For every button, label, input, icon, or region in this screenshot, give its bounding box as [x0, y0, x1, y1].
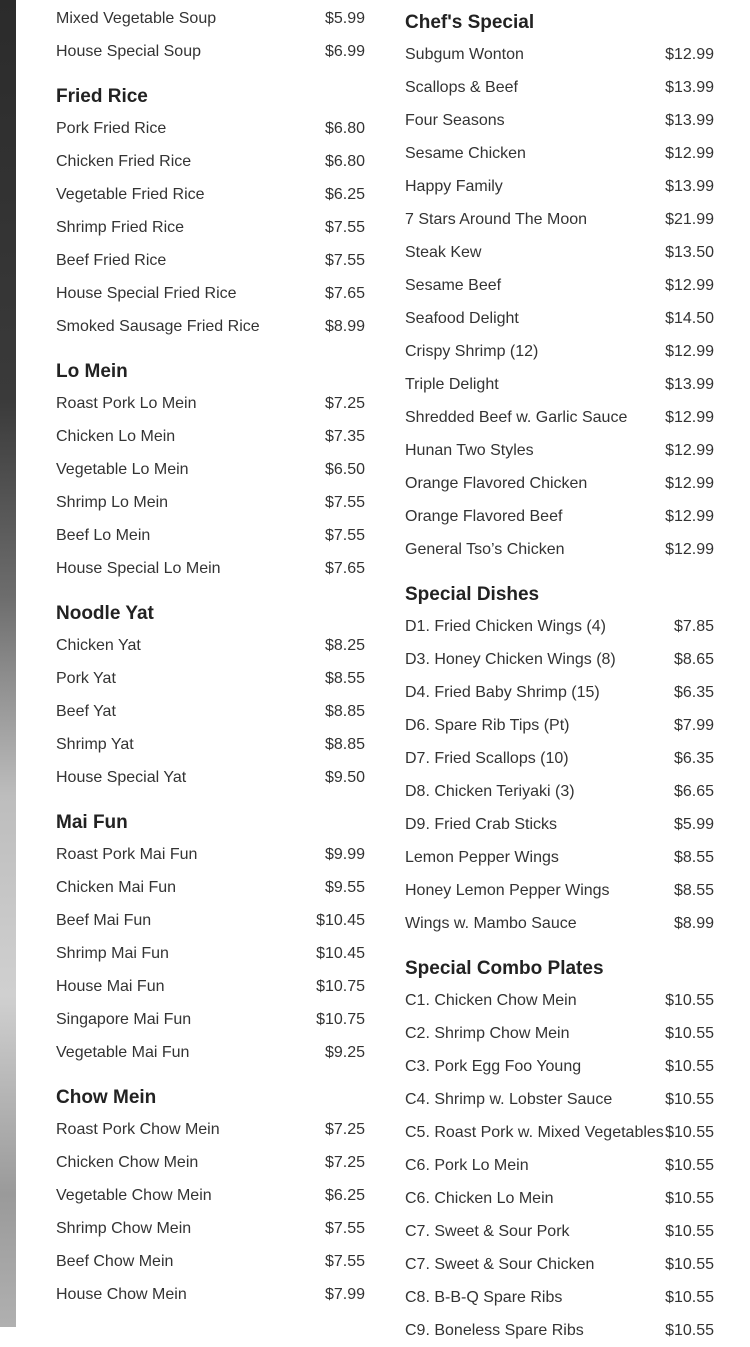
menu-item	[405, 434, 714, 467]
menu-item-price: $10.75	[316, 978, 365, 995]
menu-item-name: House Chow Mein	[56, 1286, 187, 1303]
menu-item-name: Lemon Pepper Wings	[405, 849, 559, 866]
menu-item	[56, 1179, 365, 1212]
menu-section-chef-s-special	[405, 8, 714, 566]
menu-item-price: $12.99	[665, 343, 714, 360]
menu-item-name: C7. Sweet & Sour Pork	[405, 1223, 570, 1240]
menu-item-price: $7.99	[673, 717, 714, 734]
menu-item-price: $8.85	[324, 736, 365, 753]
menu-item	[56, 695, 365, 728]
menu-item	[405, 236, 714, 269]
menu-item-name: Scallops & Beef	[405, 79, 518, 96]
menu-item-name: C6. Pork Lo Mein	[405, 1157, 529, 1174]
menu-item	[56, 277, 365, 310]
menu-item	[405, 203, 714, 236]
menu-item-name: Happy Family	[405, 178, 503, 195]
menu-item	[405, 71, 714, 104]
menu-item-name: C1. Chicken Chow Mein	[405, 992, 577, 1009]
menu-section-special-combo-plates	[405, 954, 714, 1347]
menu-item	[405, 467, 714, 500]
menu-item-name: Shrimp Fried Rice	[56, 219, 185, 236]
menu-item-name: Orange Flavored Beef	[405, 508, 563, 525]
menu-item-name: Singapore Mai Fun	[56, 1011, 192, 1028]
menu-item-price: $7.35	[324, 428, 365, 445]
section-title: Special Dishes	[405, 584, 540, 605]
menu-item-price: $10.55	[665, 1025, 714, 1042]
menu-item-price: $7.55	[324, 219, 365, 236]
menu-item-price: $12.99	[665, 46, 714, 63]
menu-item-name: Hunan Two Styles	[405, 442, 534, 459]
menu-item	[56, 486, 365, 519]
menu-item-price: $10.55	[665, 1322, 714, 1339]
menu-item-price: $10.55	[665, 1289, 714, 1306]
menu-item-price: $7.25	[324, 1121, 365, 1138]
menu-item-price: $8.99	[324, 318, 365, 335]
menu-item-name: Subgum Wonton	[405, 46, 524, 63]
menu-item	[405, 1116, 714, 1149]
menu-item-name: C7. Sweet & Sour Chicken	[405, 1256, 595, 1273]
menu-item	[405, 676, 714, 709]
menu-item	[405, 104, 714, 137]
menu-section-lo-mein	[56, 357, 365, 585]
menu-item	[405, 500, 714, 533]
menu-item-price: $10.75	[316, 1011, 365, 1028]
menu-item-name: Vegetable Fried Rice	[56, 186, 205, 203]
menu-item-name: Vegetable Mai Fun	[56, 1044, 190, 1061]
menu-item	[56, 519, 365, 552]
menu-item-price: $9.99	[324, 846, 365, 863]
menu-item	[405, 269, 714, 302]
menu-item-name: C9. Boneless Spare Ribs	[405, 1322, 584, 1339]
menu-item	[56, 662, 365, 695]
menu-item-name: Roast Pork Lo Mein	[56, 395, 197, 412]
menu-item-price: $8.55	[324, 670, 365, 687]
menu-item-name: D3. Honey Chicken Wings (8)	[405, 651, 616, 668]
menu-item-price: $8.85	[324, 703, 365, 720]
menu-item-name: Mixed Vegetable Soup	[56, 10, 217, 27]
menu-item	[405, 1215, 714, 1248]
menu-item	[56, 2, 365, 35]
menu-item-price: $13.99	[665, 376, 714, 393]
menu-item-name: D6. Spare Rib Tips (Pt)	[405, 717, 570, 734]
section-title: Fried Rice	[56, 86, 148, 107]
menu-item	[405, 808, 714, 841]
menu-item-name: D7. Fried Scallops (10)	[405, 750, 569, 767]
menu-item-name: Shrimp Mai Fun	[56, 945, 169, 962]
menu-item-name: Roast Pork Chow Mein	[56, 1121, 220, 1138]
menu-item	[56, 1278, 365, 1311]
menu-item	[56, 838, 365, 871]
menu-item	[56, 420, 365, 453]
menu-item-price: $10.55	[665, 992, 714, 1009]
menu-item-price: $6.25	[324, 186, 365, 203]
menu-item-price: $7.65	[324, 560, 365, 577]
menu-item	[56, 552, 365, 585]
menu-item	[405, 1083, 714, 1116]
section-title: Mai Fun	[56, 812, 128, 833]
menu-item-name: C8. B-B-Q Spare Ribs	[405, 1289, 563, 1306]
menu-item-price: $10.55	[665, 1091, 714, 1108]
menu-item-price: $7.55	[324, 1220, 365, 1237]
menu-item-price: $9.50	[324, 769, 365, 786]
menu-item	[405, 533, 714, 566]
menu-item-name: C5. Roast Pork w. Mixed Vegetables	[405, 1124, 664, 1141]
menu-item-name: C6. Chicken Lo Mein	[405, 1190, 554, 1207]
menu-item-name: 7 Stars Around The Moon	[405, 211, 588, 228]
menu-item-name: C2. Shrimp Chow Mein	[405, 1025, 570, 1042]
menu-item-name: Shrimp Yat	[56, 736, 134, 753]
menu-item-price: $7.25	[324, 1154, 365, 1171]
menu-item-price: $7.55	[324, 494, 365, 511]
menu-item-price: $12.99	[665, 442, 714, 459]
menu-item-price: $7.55	[324, 252, 365, 269]
menu-item-name: Beef Mai Fun	[56, 912, 152, 929]
menu-item-name: Orange Flavored Chicken	[405, 475, 588, 492]
menu-item-name: House Mai Fun	[56, 978, 165, 995]
section-title: Special Combo Plates	[405, 958, 604, 979]
menu-item-name: Triple Delight	[405, 376, 499, 393]
menu-item-price: $8.55	[673, 849, 714, 866]
menu-item-name: Shrimp Chow Mein	[56, 1220, 192, 1237]
menu-item-price: $7.99	[324, 1286, 365, 1303]
menu-item	[405, 841, 714, 874]
menu-item-name: Chicken Lo Mein	[56, 428, 176, 445]
background-edge	[0, 0, 16, 1327]
menu-item-price: $6.35	[673, 750, 714, 767]
menu-item-name: C4. Shrimp w. Lobster Sauce	[405, 1091, 613, 1108]
menu-item	[405, 335, 714, 368]
menu-item-name: House Special Lo Mein	[56, 560, 221, 577]
menu-item	[405, 1314, 714, 1347]
menu-item-name: Sesame Chicken	[405, 145, 526, 162]
menu-item-name: D4. Fried Baby Shrimp (15)	[405, 684, 600, 701]
menu-item-name: Shrimp Lo Mein	[56, 494, 169, 511]
menu-item-price: $12.99	[665, 508, 714, 525]
menu-item	[405, 709, 714, 742]
menu-item-price: $10.55	[665, 1190, 714, 1207]
menu-item-price: $7.85	[673, 618, 714, 635]
menu-item	[56, 387, 365, 420]
menu-item-name: Chicken Mai Fun	[56, 879, 177, 896]
menu-item	[405, 742, 714, 775]
menu-item	[405, 874, 714, 907]
menu-item-price: $12.99	[665, 409, 714, 426]
menu-item-price: $8.65	[673, 651, 714, 668]
menu-item-price: $13.99	[665, 112, 714, 129]
menu-item-name: Pork Yat	[56, 670, 116, 687]
menu-item	[56, 310, 365, 343]
menu-item-price: $9.55	[324, 879, 365, 896]
menu-item-price: $21.99	[665, 211, 714, 228]
menu-item-price: $12.99	[665, 145, 714, 162]
menu-item-price: $7.55	[324, 527, 365, 544]
menu-item-name: Vegetable Lo Mein	[56, 461, 189, 478]
menu-item	[56, 178, 365, 211]
menu-section-chow-mein	[56, 1083, 365, 1311]
menu-item	[56, 35, 365, 68]
menu-item	[56, 244, 365, 277]
menu-item-price: $13.99	[665, 178, 714, 195]
menu-item	[405, 643, 714, 676]
menu-item-name: Beef Chow Mein	[56, 1253, 174, 1270]
menu-item-price: $10.55	[665, 1124, 714, 1141]
menu-item-price: $8.25	[324, 637, 365, 654]
menu-item	[56, 112, 365, 145]
menu-item	[405, 1248, 714, 1281]
menu-item	[56, 1245, 365, 1278]
menu-item-price: $6.65	[673, 783, 714, 800]
menu-item-price: $6.80	[324, 120, 365, 137]
menu-item	[405, 401, 714, 434]
menu-item-price: $9.25	[324, 1044, 365, 1061]
menu-item-name: D9. Fried Crab Sticks	[405, 816, 558, 833]
menu-item-price: $12.99	[665, 475, 714, 492]
menu-item	[56, 1036, 365, 1069]
menu-item-name: Chicken Fried Rice	[56, 153, 192, 170]
menu-section	[56, 2, 365, 68]
menu-item-price: $6.80	[324, 153, 365, 170]
menu-item-price: $5.99	[673, 816, 714, 833]
section-title: Chow Mein	[56, 1087, 157, 1108]
menu-section-noodle-yat	[56, 599, 365, 794]
menu-item	[56, 937, 365, 970]
section-title: Lo Mein	[56, 361, 128, 382]
menu-item-price: $13.50	[665, 244, 714, 261]
menu-item-price: $10.45	[316, 945, 365, 962]
menu-item	[56, 629, 365, 662]
menu-item-name: General Tso’s Chicken	[405, 541, 565, 558]
menu-item-price: $10.55	[665, 1157, 714, 1174]
menu-item	[56, 871, 365, 904]
menu-item	[405, 1050, 714, 1083]
menu-item-name: Four Seasons	[405, 112, 505, 129]
menu-item-name: House Special Fried Rice	[56, 285, 237, 302]
menu-item-name: C3. Pork Egg Foo Young	[405, 1058, 582, 1075]
menu-item-name: Pork Fried Rice	[56, 120, 167, 137]
menu-item	[56, 145, 365, 178]
menu-section-mai-fun	[56, 808, 365, 1069]
menu-item-name: House Special Soup	[56, 43, 201, 60]
menu-item-price: $10.55	[665, 1256, 714, 1273]
menu-item-price: $8.55	[673, 882, 714, 899]
menu-item	[56, 1212, 365, 1245]
menu-item-name: Sesame Beef	[405, 277, 502, 294]
menu-card	[16, 0, 750, 1339]
menu-item-price: $7.25	[324, 395, 365, 412]
menu-item	[56, 453, 365, 486]
menu-item-name: Smoked Sausage Fried Rice	[56, 318, 260, 335]
menu-item-name: Chicken Yat	[56, 637, 141, 654]
menu-item	[405, 1182, 714, 1215]
menu-item-price: $12.99	[665, 277, 714, 294]
menu-item	[56, 211, 365, 244]
menu-item	[405, 38, 714, 71]
menu-item-price: $6.35	[673, 684, 714, 701]
menu-item-name: Honey Lemon Pepper Wings	[405, 882, 610, 899]
menu-item-name: Beef Lo Mein	[56, 527, 151, 544]
menu-item-name: D8. Chicken Teriyaki (3)	[405, 783, 575, 800]
menu-item-price: $6.50	[324, 461, 365, 478]
menu-item-price: $14.50	[665, 310, 714, 327]
menu-section-fried-rice	[56, 82, 365, 343]
menu-item	[405, 775, 714, 808]
menu-item-name: Crispy Shrimp (12)	[405, 343, 539, 360]
menu-item	[405, 907, 714, 940]
menu-item-price: $10.55	[665, 1058, 714, 1075]
menu-item-name: Steak Kew	[405, 244, 482, 261]
menu-item	[405, 137, 714, 170]
menu-item	[405, 1281, 714, 1314]
menu-item	[56, 970, 365, 1003]
menu-item	[405, 984, 714, 1017]
menu-item	[56, 1003, 365, 1036]
menu-item	[405, 170, 714, 203]
menu-section-special-dishes	[405, 580, 714, 940]
menu-item	[405, 368, 714, 401]
menu-item-price: $10.55	[665, 1223, 714, 1240]
menu-item-name: Roast Pork Mai Fun	[56, 846, 198, 863]
menu-item	[56, 1146, 365, 1179]
menu-item-price: $5.99	[324, 10, 365, 27]
menu-item-name: Chicken Chow Mein	[56, 1154, 199, 1171]
menu-item-name: Beef Yat	[56, 703, 116, 720]
menu-item-name: House Special Yat	[56, 769, 187, 786]
menu-item-price: $7.65	[324, 285, 365, 302]
menu-item	[56, 728, 365, 761]
menu-item	[56, 1113, 365, 1146]
menu-item	[405, 302, 714, 335]
menu-item-price: $6.25	[324, 1187, 365, 1204]
section-title: Chef's Special	[405, 12, 535, 33]
menu-item-price: $10.45	[316, 912, 365, 929]
menu-item-name: Seafood Delight	[405, 310, 519, 327]
menu-item-price: $7.55	[324, 1253, 365, 1270]
menu-item-price: $8.99	[673, 915, 714, 932]
menu-item-name: Wings w. Mambo Sauce	[405, 915, 577, 932]
menu-item-name: Vegetable Chow Mein	[56, 1187, 212, 1204]
menu-item	[405, 1149, 714, 1182]
menu-item	[405, 1017, 714, 1050]
menu-item-price: $13.99	[665, 79, 714, 96]
menu-item-price: $12.99	[665, 541, 714, 558]
menu-item-name: Shredded Beef w. Garlic Sauce	[405, 409, 628, 426]
menu-item-name: Beef Fried Rice	[56, 252, 167, 269]
menu-item	[405, 610, 714, 643]
menu-item	[56, 904, 365, 937]
section-title: Noodle Yat	[56, 603, 154, 624]
menu-item	[56, 761, 365, 794]
menu-item-name: D1. Fried Chicken Wings (4)	[405, 618, 606, 635]
menu-item-price: $6.99	[324, 43, 365, 60]
